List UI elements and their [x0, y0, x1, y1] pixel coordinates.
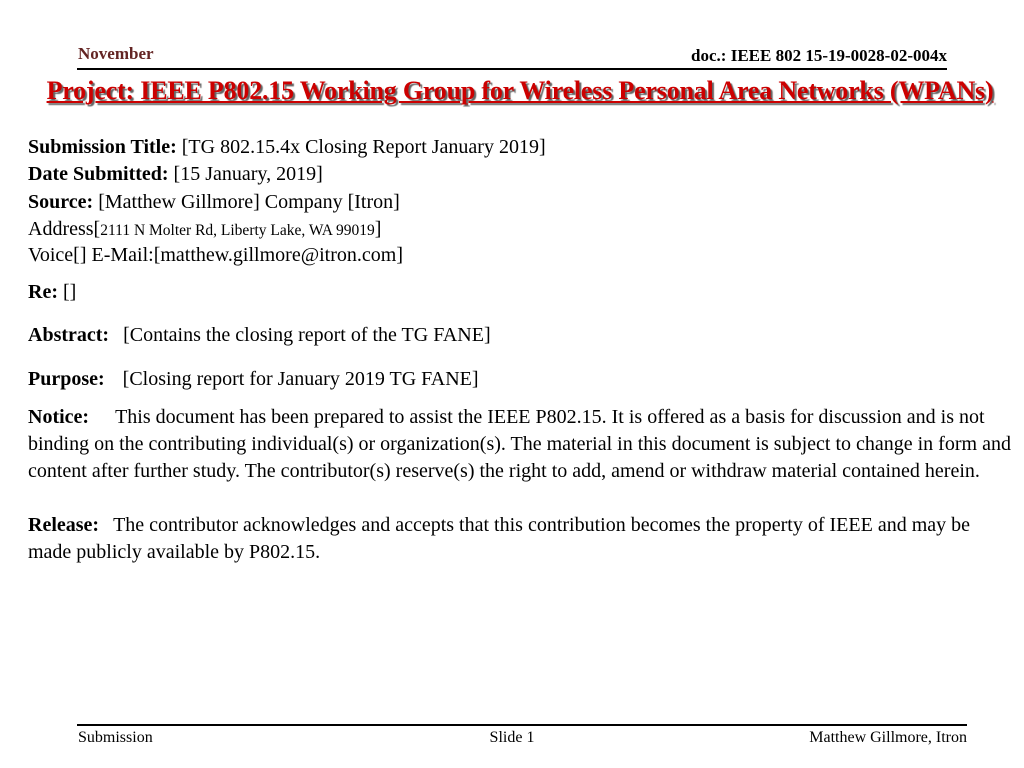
source-value: [Matthew Gillmore] Company [Itron] [93, 191, 400, 213]
re-label: Re: [28, 281, 58, 303]
page-title: Project: IEEE P802.15 Working Group for Wireless Personal Area Networks (WPANs) [46, 76, 994, 105]
notice-paragraph [28, 404, 1018, 486]
re-line [28, 279, 1018, 306]
voice-email-line: Voice[] E-Mail:[matthew.gillmore@itron.com] [28, 244, 403, 266]
footer-author: Matthew Gillmore, Itron [809, 729, 967, 746]
address-line [28, 216, 1018, 244]
footer-submission-label: Submission [78, 729, 153, 746]
date-submitted-label: Date Submitted: [28, 163, 169, 185]
address-suffix: ] [374, 218, 382, 240]
abstract-line [28, 322, 1018, 349]
purpose-label: Purpose: [28, 368, 105, 390]
notice-label: Notice: [28, 406, 90, 428]
header-doc-number: doc.: IEEE 802 15-19-0028-02-004x [691, 46, 947, 65]
release-label: Release: [28, 514, 100, 536]
source-label: Source: [28, 191, 94, 213]
footer-rule [77, 724, 967, 726]
abstract-value: [Contains the closing report of the TG FANE] [123, 324, 491, 346]
purpose-line [28, 366, 1018, 393]
footer-slide-number: Slide 1 [489, 729, 535, 746]
header-rule [77, 68, 947, 70]
release-text: The contributor acknowledges and accepts that this contribution becomes the property of IEEE and may be made publicly available by P802.15. [28, 514, 971, 564]
purpose-value: [Closing report for January 2019 TG FANE] [122, 368, 479, 390]
release-paragraph [28, 512, 1018, 566]
submission-title-label: Submission Title: [28, 136, 177, 158]
submission-title-line [28, 134, 1018, 161]
submission-title-value: [TG 802.15.4x Closing Report January 2019] [176, 136, 546, 158]
date-submitted-line [28, 161, 1018, 188]
date-submitted-value: [15 January, 2019] [168, 163, 323, 185]
header-date: November [78, 44, 154, 63]
address-prefix: Address[ [28, 218, 101, 240]
notice-text: This document has been prepared to assist the IEEE P802.15. It is offered as a basis for discussion and is not binding on the contributing individual(s) or organization(s). The material in this document is subject to change in form and content after further study. The contributor(s) reserve(s) the right to add, amend or withdraw material contained herein. [28, 406, 1011, 483]
address-value: 2111 N Molter Rd, Liberty Lake, WA 99019 [100, 222, 375, 239]
source-line [28, 189, 1018, 216]
re-value: [] [57, 281, 77, 303]
abstract-label: Abstract: [28, 324, 110, 346]
